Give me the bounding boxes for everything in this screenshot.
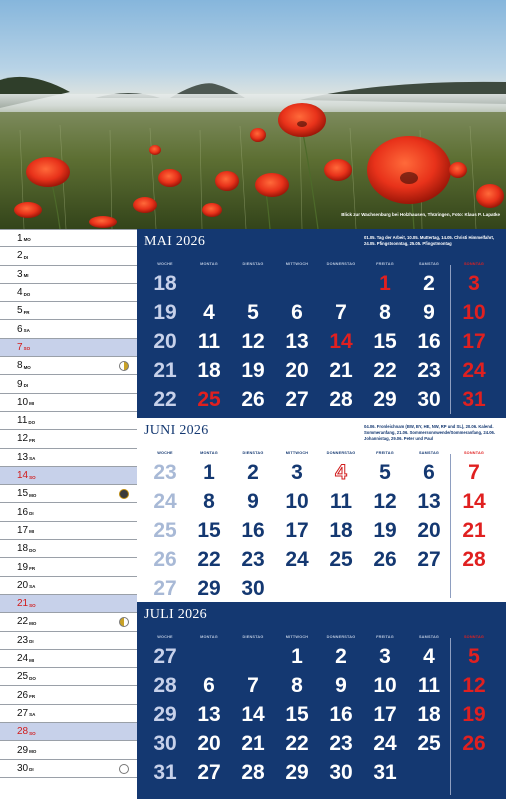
weekday-header: WOCHE	[157, 635, 173, 639]
date-cell: 29	[285, 761, 309, 784]
week-number: 27	[153, 577, 177, 600]
day-number: 15	[17, 488, 29, 500]
month-block	[137, 229, 506, 418]
weekday-header: MONTAG	[200, 262, 218, 266]
date-cell: 26	[373, 548, 397, 571]
date-cell: 10	[373, 674, 397, 697]
date-cell: 11	[329, 490, 353, 513]
date-cell: 2	[247, 461, 259, 484]
day-row	[0, 375, 137, 393]
day-row	[0, 339, 137, 357]
date-cell: 31	[462, 388, 486, 411]
day-row	[0, 668, 137, 686]
day-abbreviation: FR	[29, 566, 36, 572]
weekday-header: SONNTAG	[463, 451, 485, 455]
weekday-header: SONNTAG	[463, 262, 485, 266]
date-cell: 5	[379, 461, 391, 484]
day-row	[0, 687, 137, 705]
day-abbreviation: SO	[29, 602, 36, 608]
day-number: 29	[17, 744, 29, 756]
date-cell: 22	[373, 359, 397, 382]
day-number: 5	[17, 305, 23, 317]
date-cell: 7	[468, 461, 480, 484]
day-abbreviation: MO	[23, 364, 31, 370]
day-abbreviation: MI	[23, 273, 29, 279]
date-cell: 9	[247, 490, 259, 513]
date-cell: 1	[379, 272, 391, 295]
day-number: 26	[17, 689, 29, 701]
date-cell: 6	[423, 461, 435, 484]
day-row	[0, 632, 137, 650]
week-number: 24	[153, 490, 177, 513]
month-block	[137, 418, 506, 602]
day-row	[0, 485, 137, 503]
date-cell: 4	[423, 645, 435, 668]
day-row	[0, 284, 137, 302]
week-number: 27	[153, 645, 177, 668]
day-number: 6	[17, 323, 23, 335]
weekday-header: FREITAG	[376, 635, 394, 639]
photo-caption: Blick zur Wachsenburg bei Holzhausen, Thüringen, Foto: Klaus P. Lapatke	[341, 212, 500, 217]
date-cell: 11	[197, 330, 221, 353]
day-number: 10	[17, 396, 29, 408]
date-cell: 19	[462, 703, 486, 726]
date-cell: 16	[417, 330, 441, 353]
weekday-header: MITTWOCH	[285, 451, 309, 455]
date-cell: 18	[197, 359, 221, 382]
date-cell: 20	[285, 359, 309, 382]
day-abbreviation: DI	[29, 639, 34, 645]
holiday-notes: 01.05. Tag der Arbeit, 10.05. Muttertag, 14.05. Christi Himmelfahrt, 24.05. Pfingstsonntag, 25.05. Pfingstmontag	[364, 235, 495, 246]
date-cell: 5	[247, 301, 259, 324]
date-cell: 22	[197, 548, 221, 571]
day-number: 28	[17, 726, 29, 738]
date-cell: 2	[423, 272, 435, 295]
day-row	[0, 613, 137, 631]
day-number: 4	[17, 287, 23, 299]
weekday-header: MONTAG	[200, 451, 218, 455]
date-cell: 17	[373, 703, 397, 726]
day-number: 9	[17, 378, 23, 390]
date-cell: 15	[373, 330, 397, 353]
day-abbreviation: FR	[23, 309, 30, 315]
weekday-header: FREITAG	[376, 451, 394, 455]
date-cell: 27	[197, 761, 221, 784]
day-number: 16	[17, 506, 29, 518]
day-abbreviation: MI	[29, 657, 35, 663]
date-cell: 6	[291, 301, 303, 324]
date-cell: 18	[329, 519, 353, 542]
date-cell: 20	[417, 519, 441, 542]
day-abbreviation: DO	[23, 291, 31, 297]
day-abbreviation: DI	[29, 511, 34, 517]
date-cell: 8	[379, 301, 391, 324]
date-cell: 15	[285, 703, 309, 726]
day-abbreviation: SO	[23, 346, 31, 352]
day-abbreviation: MO	[29, 492, 37, 498]
date-cell: 7	[335, 301, 347, 324]
day-abbreviation: MI	[29, 401, 35, 407]
date-cell: 14	[329, 330, 353, 353]
date-cell: 23	[417, 359, 441, 382]
day-row	[0, 595, 137, 613]
weekday-header: SONNTAG	[463, 635, 485, 639]
day-number: 21	[17, 598, 29, 610]
day-abbreviation: SA	[29, 584, 36, 590]
date-cell: 13	[285, 330, 309, 353]
date-cell: 10	[462, 301, 486, 324]
week-number: 30	[153, 732, 177, 755]
day-row	[0, 760, 137, 778]
day-abbreviation: SA	[29, 456, 36, 462]
date-cell: 13	[417, 490, 441, 513]
week-number: 21	[153, 359, 177, 382]
date-cell: 30	[329, 761, 353, 784]
date-cell: 4	[203, 301, 215, 324]
date-cell: 31	[373, 761, 397, 784]
day-number: 19	[17, 561, 29, 573]
date-cell: 21	[329, 359, 353, 382]
date-cell: 28	[241, 761, 265, 784]
poppy-field-illustration	[0, 0, 506, 229]
date-cell: 6	[203, 674, 215, 697]
daily-notes-column	[0, 229, 137, 799]
day-number: 2	[17, 250, 23, 262]
day-row	[0, 449, 137, 467]
day-number: 24	[17, 653, 29, 665]
day-number: 8	[17, 360, 23, 372]
day-abbreviation: DI	[29, 767, 34, 773]
day-number: 11	[17, 415, 28, 427]
day-row	[0, 229, 137, 247]
date-cell: 17	[285, 519, 309, 542]
date-cell: 8	[291, 674, 303, 697]
date-cell: 9	[335, 674, 347, 697]
weekday-header: MITTWOCH	[285, 262, 309, 266]
weekday-header: SAMSTAG	[418, 451, 440, 455]
date-cell: 21	[462, 519, 486, 542]
day-abbreviation: DO	[28, 419, 36, 425]
date-cell: 16	[329, 703, 353, 726]
week-number: 19	[153, 301, 177, 324]
moon-phase-last-icon	[119, 361, 129, 371]
date-cell: 1	[203, 461, 215, 484]
day-number: 12	[17, 433, 29, 445]
day-row	[0, 357, 137, 375]
day-row	[0, 394, 137, 412]
weekday-header: DONNERSTAG	[326, 635, 356, 639]
date-cell: 23	[241, 548, 265, 571]
day-row	[0, 430, 137, 448]
weekday-header: DIENSTAG	[242, 262, 264, 266]
day-row	[0, 558, 137, 576]
day-number: 14	[17, 470, 29, 482]
week-number: 20	[153, 330, 177, 353]
date-cell: 21	[241, 732, 265, 755]
weekday-header: DIENSTAG	[242, 451, 264, 455]
weekday-header: DIENSTAG	[242, 635, 264, 639]
weekday-header: MONTAG	[200, 635, 218, 639]
date-cell: 13	[197, 703, 221, 726]
month-title: JULI 2026	[144, 607, 207, 622]
day-number: 23	[17, 634, 29, 646]
date-cell: 24	[285, 548, 309, 571]
weekday-header: DONNERSTAG	[326, 451, 356, 455]
week-number: 29	[153, 703, 177, 726]
date-cell: 25	[417, 732, 441, 755]
day-row	[0, 266, 137, 284]
week-number: 26	[153, 548, 177, 571]
day-abbreviation: FR	[29, 694, 36, 700]
date-cell: 19	[241, 359, 265, 382]
day-number: 1	[17, 232, 23, 244]
date-cell: 10	[285, 490, 309, 513]
date-cell: 16	[241, 519, 265, 542]
date-cell: 30	[241, 577, 265, 600]
week-number: 28	[153, 674, 177, 697]
date-cell: 28	[329, 388, 353, 411]
date-cell: 18	[417, 703, 441, 726]
date-cell: 27	[285, 388, 309, 411]
day-number: 25	[17, 671, 29, 683]
date-cell: 25	[197, 388, 221, 411]
week-number: 18	[153, 272, 177, 295]
day-number: 13	[17, 451, 29, 463]
day-row	[0, 577, 137, 595]
moon-phase-first-icon	[119, 617, 129, 627]
date-cell: 1	[291, 645, 303, 668]
date-cell: 24	[462, 359, 486, 382]
date-cell: 3	[379, 645, 391, 668]
day-row	[0, 504, 137, 522]
day-abbreviation: MO	[29, 620, 37, 626]
day-abbreviation: DI	[23, 254, 29, 260]
week-number: 22	[153, 388, 177, 411]
moon-phase-full-icon	[119, 764, 129, 774]
day-row	[0, 522, 137, 540]
day-abbreviation: MI	[29, 529, 35, 535]
day-number: 27	[17, 707, 29, 719]
date-cell: 3	[468, 272, 480, 295]
date-cell: 14	[241, 703, 265, 726]
date-cell: 11	[417, 674, 441, 697]
weekday-header: MITTWOCH	[285, 635, 309, 639]
weekday-header: WOCHE	[157, 451, 173, 455]
weekday-header: SAMSTAG	[418, 262, 440, 266]
date-cell: 17	[462, 330, 486, 353]
day-number: 18	[17, 543, 29, 555]
weekday-header: SAMSTAG	[418, 635, 440, 639]
day-row	[0, 540, 137, 558]
date-cell: 29	[197, 577, 221, 600]
weekday-header: FREITAG	[376, 262, 394, 266]
date-cell: 26	[462, 732, 486, 755]
day-abbreviation: MO	[23, 237, 31, 243]
date-cell: 12	[373, 490, 397, 513]
date-cell: 26	[241, 388, 265, 411]
date-cell: 7	[247, 674, 259, 697]
day-abbreviation: SO	[29, 730, 36, 736]
date-cell: 15	[197, 519, 221, 542]
date-cell: 4	[335, 461, 347, 484]
date-cell: 23	[329, 732, 353, 755]
date-cell: 28	[462, 548, 486, 571]
day-row	[0, 741, 137, 759]
date-cell: 27	[417, 548, 441, 571]
date-cell: 22	[285, 732, 309, 755]
header-photo	[0, 0, 506, 229]
day-number: 20	[17, 579, 29, 591]
day-abbreviation: SA	[29, 712, 36, 718]
day-abbreviation: FR	[29, 437, 36, 443]
date-cell: 20	[197, 732, 221, 755]
date-cell: 14	[462, 490, 486, 513]
day-row	[0, 412, 137, 430]
week-number: 23	[153, 461, 177, 484]
day-row	[0, 705, 137, 723]
date-cell: 2	[335, 645, 347, 668]
date-cell: 12	[241, 330, 265, 353]
day-row	[0, 650, 137, 668]
week-number: 31	[153, 761, 177, 784]
day-row	[0, 302, 137, 320]
moon-phase-new-icon	[119, 489, 129, 499]
date-cell: 8	[203, 490, 215, 513]
day-abbreviation: DO	[29, 547, 36, 553]
day-abbreviation: DO	[29, 675, 36, 681]
day-number: 22	[17, 616, 29, 628]
date-cell: 30	[417, 388, 441, 411]
day-number: 7	[17, 341, 23, 353]
date-cell: 3	[291, 461, 303, 484]
day-row	[0, 321, 137, 339]
date-cell: 25	[329, 548, 353, 571]
month-title: JUNI 2026	[144, 423, 209, 438]
date-cell: 24	[373, 732, 397, 755]
month-title: MAI 2026	[144, 234, 206, 249]
date-cell: 19	[373, 519, 397, 542]
weekday-header: DONNERSTAG	[326, 262, 356, 266]
day-abbreviation: MO	[29, 749, 37, 755]
date-cell: 9	[423, 301, 435, 324]
day-row	[0, 247, 137, 265]
day-number: 30	[17, 762, 29, 774]
date-cell: 12	[462, 674, 486, 697]
date-cell: 5	[468, 645, 480, 668]
day-number: 17	[17, 524, 29, 536]
day-row	[0, 467, 137, 485]
day-abbreviation: DI	[23, 383, 29, 389]
day-abbreviation: SO	[29, 474, 36, 480]
date-cell: 29	[373, 388, 397, 411]
day-number: 3	[17, 268, 23, 280]
day-row	[0, 723, 137, 741]
day-abbreviation: SA	[23, 328, 30, 334]
holiday-notes: 04.06. Fronleichnam (BW, BY, HE, NW, RP und SL), 20.06. Kalend. Sommeranfang, 21.06. Sommersonnwende/Sommeranfang, 24.06. Johannistag, 29.06. Peter und Paul	[364, 424, 496, 441]
week-number: 25	[153, 519, 177, 542]
weekday-header: WOCHE	[157, 262, 173, 266]
month-block	[137, 602, 506, 799]
